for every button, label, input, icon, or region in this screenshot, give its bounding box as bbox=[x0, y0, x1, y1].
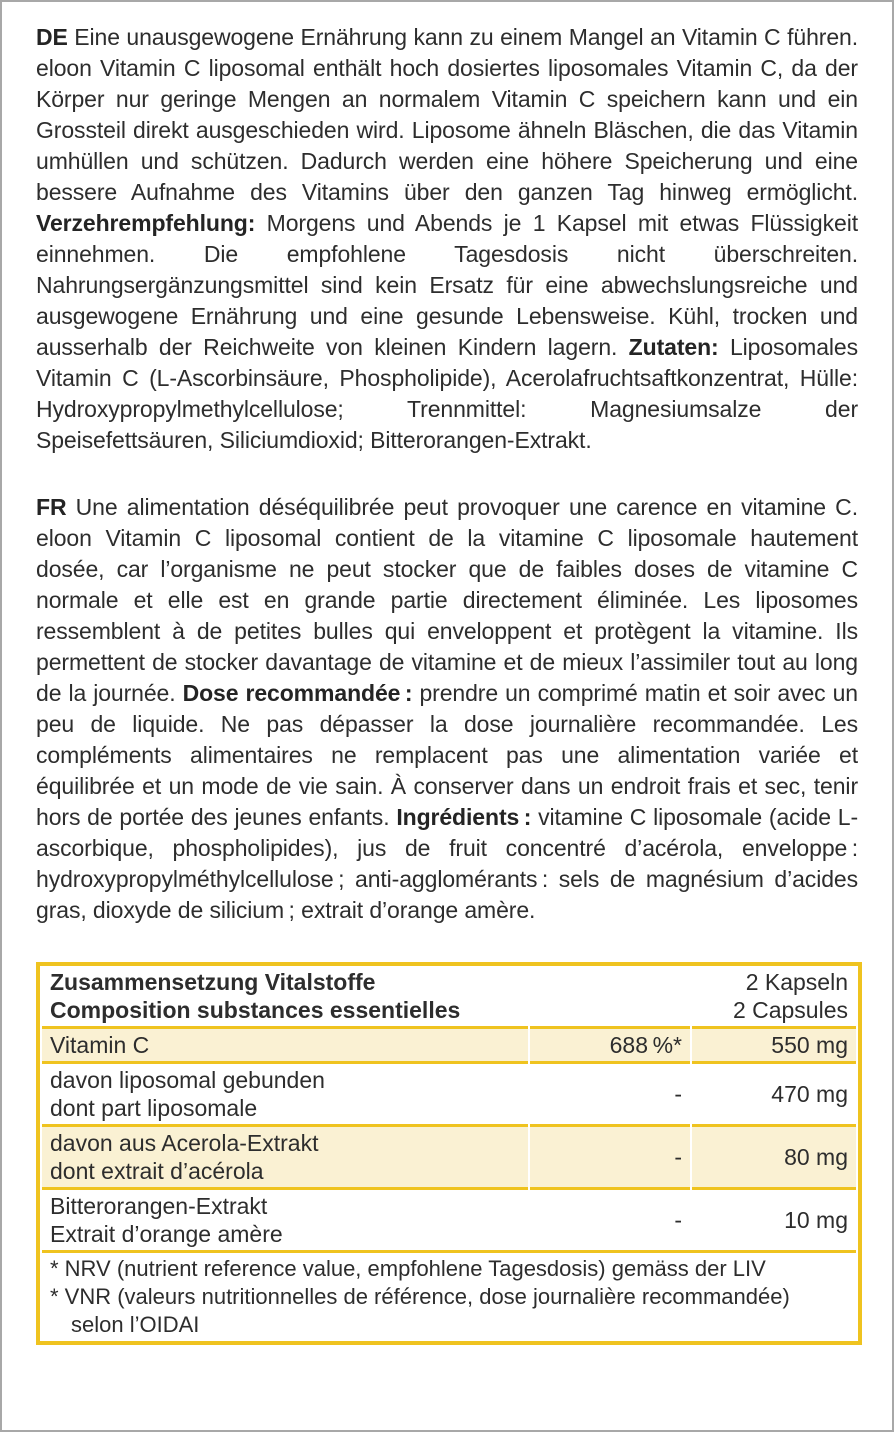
table-header-row bbox=[42, 966, 856, 1026]
de-text-intro: Eine unausgewogene Ernährung kann zu einem Mangel an Vitamin C führen. eloon Vitamin C liposomal enthält hoch dosiertes liposomales Vitamin C, da der Körper nur geringe Mengen an normalem Vitamin C speichern kann und ein Grossteil direkt ausgeschieden wird. Liposome ähneln Bläschen, die das Vitamin umhüllen und schützen. Dadurch werden eine höhere Speicherung und eine bessere Aufnahme des Vitamins über den ganzen Tag hinweg ermöglicht. bbox=[36, 24, 858, 205]
row-name: Vitamin C bbox=[42, 1026, 528, 1061]
fr-text-dosage: prendre un comprimé matin et soir avec un peu de liquide. Ne pas dépasser la dose journalière recommandée. Les compléments alimentaires ne remplacent pas une alimentation variée et équilibrée et un mode de vie sain. À conserver dans un endroit frais et sec, tenir hors de portée des jeunes enfants. bbox=[36, 680, 858, 830]
row-name-de: davon liposomal gebunden bbox=[50, 1067, 325, 1093]
row-name-fr: dont extrait d’acérola bbox=[50, 1158, 264, 1184]
de-paragraph bbox=[36, 22, 858, 456]
serving-size-fr: 2 Capsules bbox=[732, 997, 849, 1023]
table-row-bitter-orange bbox=[42, 1187, 856, 1250]
row-nrv-percent: - bbox=[530, 1124, 690, 1187]
row-nrv-percent: 688 %* bbox=[530, 1026, 690, 1061]
table-title-de: Zusammensetzung Vitalstoffe bbox=[50, 969, 376, 995]
nutrition-table bbox=[36, 962, 862, 1345]
de-language-tag: DE bbox=[36, 24, 68, 50]
row-amount: 80 mg bbox=[692, 1124, 856, 1187]
fr-heading-dose-recommandee: Dose recommandée : bbox=[182, 680, 413, 706]
table-footnotes-row bbox=[42, 1250, 856, 1341]
row-amount: 470 mg bbox=[692, 1061, 856, 1124]
row-name-fr: Extrait d’orange amère bbox=[50, 1221, 283, 1247]
de-text-dosage: Morgens und Abends je 1 Kapsel mit etwas Flüssigkeit einnehmen. Die empfohlene Tagesdosis nicht überschreiten. Nahrungsergänzungsmittel sind kein Ersatz für eine abwechslungsreiche und ausgewogene Ernährung und eine gesunde Lebensweise. Kühl, trocken und ausserhalb der Reichweite von kleinen Kindern lagern. bbox=[36, 210, 858, 360]
fr-heading-ingredients: Ingrédients : bbox=[396, 804, 532, 830]
fr-paragraph bbox=[36, 492, 858, 926]
table-row-liposomal bbox=[42, 1061, 856, 1124]
footnote-vnr: * VNR (valeurs nutritionnelles de référence, dose journalière recommandée) selon l’OIDAI bbox=[50, 1284, 790, 1337]
table-row-vitamin-c bbox=[42, 1026, 856, 1061]
row-nrv-percent: - bbox=[530, 1061, 690, 1124]
footnotes-cell bbox=[42, 1250, 856, 1341]
footnote-nrv: * NRV (nutrient reference value, empfohlene Tagesdosis) gemäss der LIV bbox=[50, 1256, 766, 1281]
row-name-de: davon aus Acerola-Extrakt bbox=[50, 1130, 319, 1156]
fr-text-intro: Une alimentation déséquilibrée peut provoquer une carence en vitamine C. eloon Vitamin C liposomal contient de la vitamine C liposomale hautement dosée, car l’organisme ne peut stocker que de faibles doses de vitamine C normale et elle est en grande partie directement éliminée. Les liposomes ressemblent à de petites bulles qui enveloppent et protègent la vitamine. Ils permettent de stocker davantage de vitamine et de mieux l’assimiler tout au long de la journée. bbox=[36, 494, 858, 706]
row-name bbox=[42, 1061, 528, 1124]
fr-text-ingredients: vitamine C liposomale (acide L-ascorbique, phospholipides), jus de fruit concentré d’acérola, enveloppe : hydroxypropylméthylcellulose ; anti-agglomérants : sels de magnésium d’acides gras, dioxyde de silicium ; extrait d’orange amère. bbox=[36, 804, 859, 923]
serving-size-de: 2 Kapseln bbox=[745, 969, 849, 995]
table-title-fr: Composition substances essentielles bbox=[50, 997, 461, 1023]
row-amount: 10 mg bbox=[692, 1187, 856, 1250]
row-amount: 550 mg bbox=[692, 1026, 856, 1061]
row-name-fr: dont part liposomale bbox=[50, 1095, 258, 1121]
de-heading-zutaten: Zutaten: bbox=[628, 334, 719, 360]
row-nrv-percent: - bbox=[530, 1187, 690, 1250]
row-name bbox=[42, 1124, 528, 1187]
de-heading-verzehrempfehlung: Verzehrempfehlung: bbox=[36, 210, 256, 236]
row-name bbox=[42, 1187, 528, 1250]
fr-language-tag: FR bbox=[36, 494, 67, 520]
table-row-acerola bbox=[42, 1124, 856, 1187]
de-text-ingredients: Liposomales Vitamin C (L-Ascorbinsäure, Phospholipide), Acerolafruchtsaftkonzentrat, Hülle: Hydroxypropylmethylcellulose; Trennmittel: Magnesiumsalze der Speisefettsäuren, Siliciumdioxid; Bitterorangen-Extrakt. bbox=[36, 334, 858, 453]
serving-size-cell bbox=[692, 966, 856, 1026]
table-title-cell bbox=[42, 966, 690, 1026]
row-name-de: Bitterorangen-Extrakt bbox=[50, 1193, 268, 1219]
